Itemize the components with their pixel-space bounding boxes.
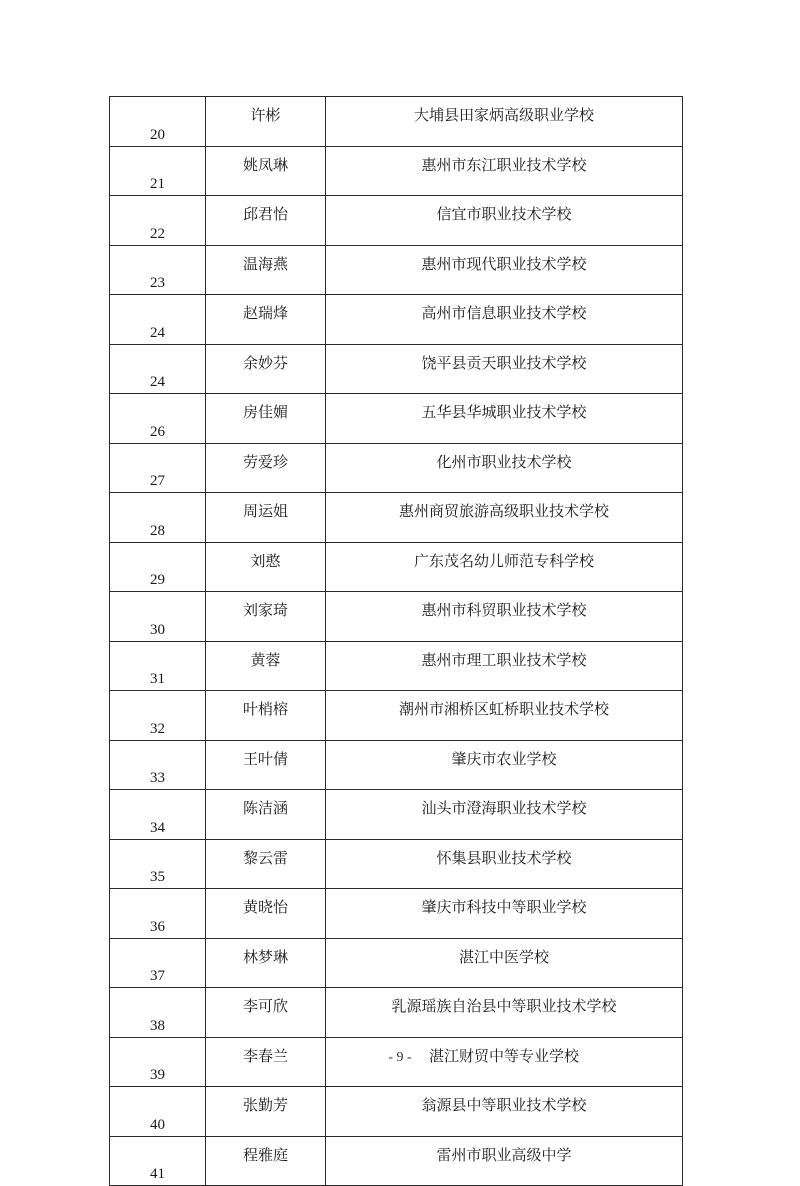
row-number: 27 [110,443,206,493]
person-name: 周运姐 [206,493,326,543]
school-name: 雷州市职业高级中学 [326,1136,683,1186]
row-number: 22 [110,196,206,246]
person-name: 林梦琳 [206,938,326,988]
school-name: 信宜市职业技术学校 [326,196,683,246]
table-row [110,245,683,295]
table-row [110,443,683,493]
table-row [110,691,683,741]
table-body [110,97,683,1186]
table-row [110,394,683,444]
person-name: 叶梢榕 [206,691,326,741]
page-number: - 9 - [388,1050,412,1065]
school-name: 潮州市湘桥区虹桥职业技术学校 [326,691,683,741]
row-number: 41 [110,1136,206,1186]
person-name: 王叶倩 [206,740,326,790]
school-name: 广东茂名幼儿师范专科学校 [326,542,683,592]
person-name: 陈洁涵 [206,790,326,840]
table-row [110,988,683,1038]
person-name: 黄晓怡 [206,889,326,939]
school-name: 惠州商贸旅游高级职业技术学校 [326,493,683,543]
table-row [110,740,683,790]
table-row [110,1136,683,1186]
row-number: 39 [110,1037,206,1087]
school-name: 汕头市澄海职业技术学校 [326,790,683,840]
school-name: 惠州市理工职业技术学校 [326,641,683,691]
school-name: 饶平县贡天职业技术学校 [326,344,683,394]
person-name: 赵瑞烽 [206,295,326,345]
school-name: 惠州市科贸职业技术学校 [326,592,683,642]
row-number: 34 [110,790,206,840]
row-number: 35 [110,839,206,889]
school-name: 惠州市现代职业技术学校 [326,245,683,295]
row-number: 32 [110,691,206,741]
table-row [110,839,683,889]
table-row [110,1087,683,1137]
school-name: 惠州市东江职业技术学校 [326,146,683,196]
table-row [110,592,683,642]
row-number: 23 [110,245,206,295]
person-name: 李春兰 [206,1037,326,1087]
table-row [110,790,683,840]
person-name: 张勤芳 [206,1087,326,1137]
person-name: 邱君怡 [206,196,326,246]
row-number: 21 [110,146,206,196]
school-name: 肇庆市科技中等职业学校 [326,889,683,939]
person-name: 黎云雷 [206,839,326,889]
school-name: 大埔县田家炳高级职业学校 [326,97,683,147]
row-number: 28 [110,493,206,543]
row-number: 31 [110,641,206,691]
person-name: 李可欣 [206,988,326,1038]
school-name: 高州市信息职业技术学校 [326,295,683,345]
school-name: 湛江中医学校 [326,938,683,988]
table-row [110,97,683,147]
table-row [110,542,683,592]
school-name: 怀集县职业技术学校 [326,839,683,889]
person-name: 刘家琦 [206,592,326,642]
row-number: 30 [110,592,206,642]
person-name: 程雅庭 [206,1136,326,1186]
person-name: 温海燕 [206,245,326,295]
row-number: 24 [110,344,206,394]
table-row [110,493,683,543]
person-name: 劳爱珍 [206,443,326,493]
person-name: 房佳媚 [206,394,326,444]
person-name: 许彬 [206,97,326,147]
table-row [110,196,683,246]
person-name: 姚凤琳 [206,146,326,196]
table-row [110,295,683,345]
row-number: 29 [110,542,206,592]
table-row [110,889,683,939]
name-list-table [109,96,683,1186]
person-name: 黄蓉 [206,641,326,691]
school-name: 翁源县中等职业技术学校 [326,1087,683,1137]
table-row [110,641,683,691]
row-number: 20 [110,97,206,147]
school-name: 湛江财贸中等专业学校 [326,1037,683,1087]
school-name: 肇庆市农业学校 [326,740,683,790]
table-row [110,938,683,988]
school-name: 乳源瑶族自治县中等职业技术学校 [326,988,683,1038]
school-name: 五华县华城职业技术学校 [326,394,683,444]
row-number: 38 [110,988,206,1038]
school-name: 化州市职业技术学校 [326,443,683,493]
row-number: 26 [110,394,206,444]
table-row [110,146,683,196]
person-name: 余妙芬 [206,344,326,394]
row-number: 36 [110,889,206,939]
person-name: 刘憨 [206,542,326,592]
row-number: 40 [110,1087,206,1137]
table-row [110,344,683,394]
row-number: 37 [110,938,206,988]
row-number: 33 [110,740,206,790]
row-number: 24 [110,295,206,345]
